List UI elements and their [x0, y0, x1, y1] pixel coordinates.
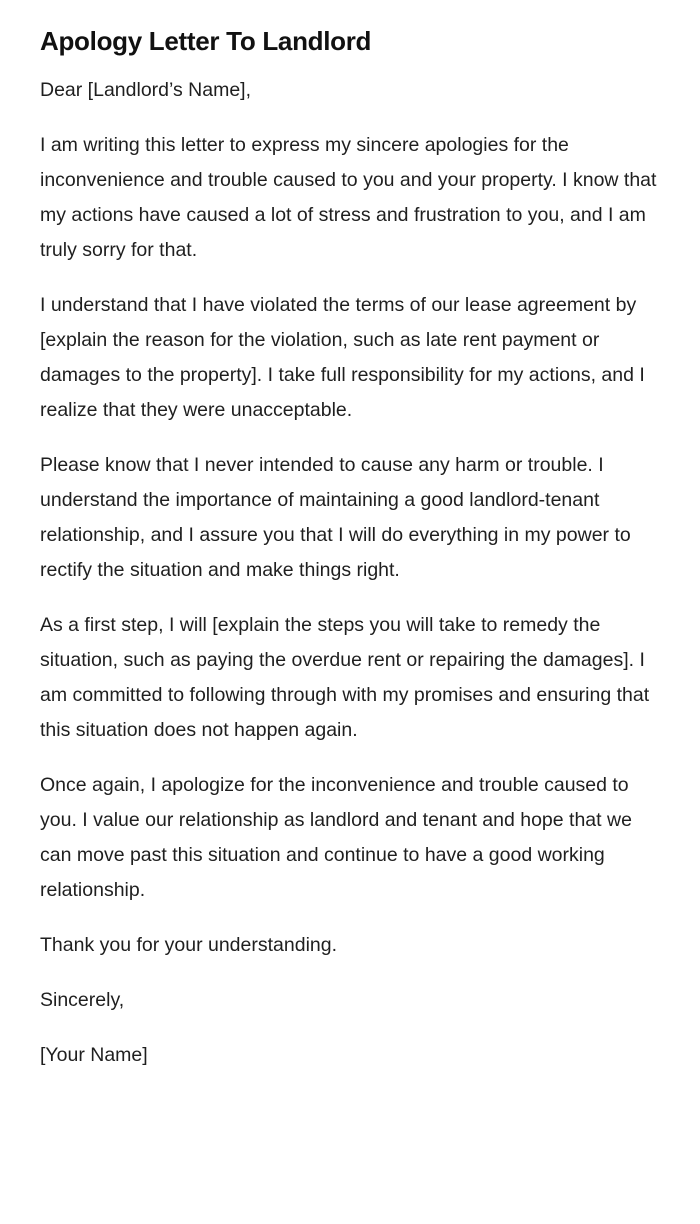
- letter-paragraph-5: Once again, I apologize for the inconvenience and trouble caused to you. I value our relationship as landlord and tenant and hope that we can move past this situation and continue to have a good working relationship.: [40, 774, 632, 901]
- letter-paragraph-1: I am writing this letter to express my sincere apologies for the inconvenience and trouble caused to you and your property. I know that my actions have caused a lot of stress and frustration to you, and I am truly sorry for that.: [40, 134, 657, 261]
- letter-paragraph-6: Thank you for your understanding.: [40, 934, 338, 956]
- letter-closing: Sincerely,: [40, 989, 125, 1011]
- letter-signature: [Your Name]: [40, 1044, 148, 1066]
- letter-paragraph-4: As a first step, I will [explain the steps you will take to remedy the situation, such as paying the overdue rent or repairing the damages]. I am committed to following through with my promises and ensuring that this situation does not happen again.: [40, 614, 650, 741]
- page-title: Apology Letter To Landlord: [40, 26, 372, 56]
- letter-paragraph-2: I understand that I have violated the terms of our lease agreement by [explain the reason for the violation, such as late rent payment or damages to the property]. I take full responsibility for my actions, and I realize that they were unacceptable.: [40, 294, 645, 421]
- letter-salutation: Dear [Landlord’s Name],: [40, 79, 251, 101]
- letter-paragraph-3: Please know that I never intended to cause any harm or trouble. I understand the importance of maintaining a good landlord-tenant relationship, and I assure you that I will do everything in my power to rectify the situation and make things right.: [40, 454, 631, 581]
